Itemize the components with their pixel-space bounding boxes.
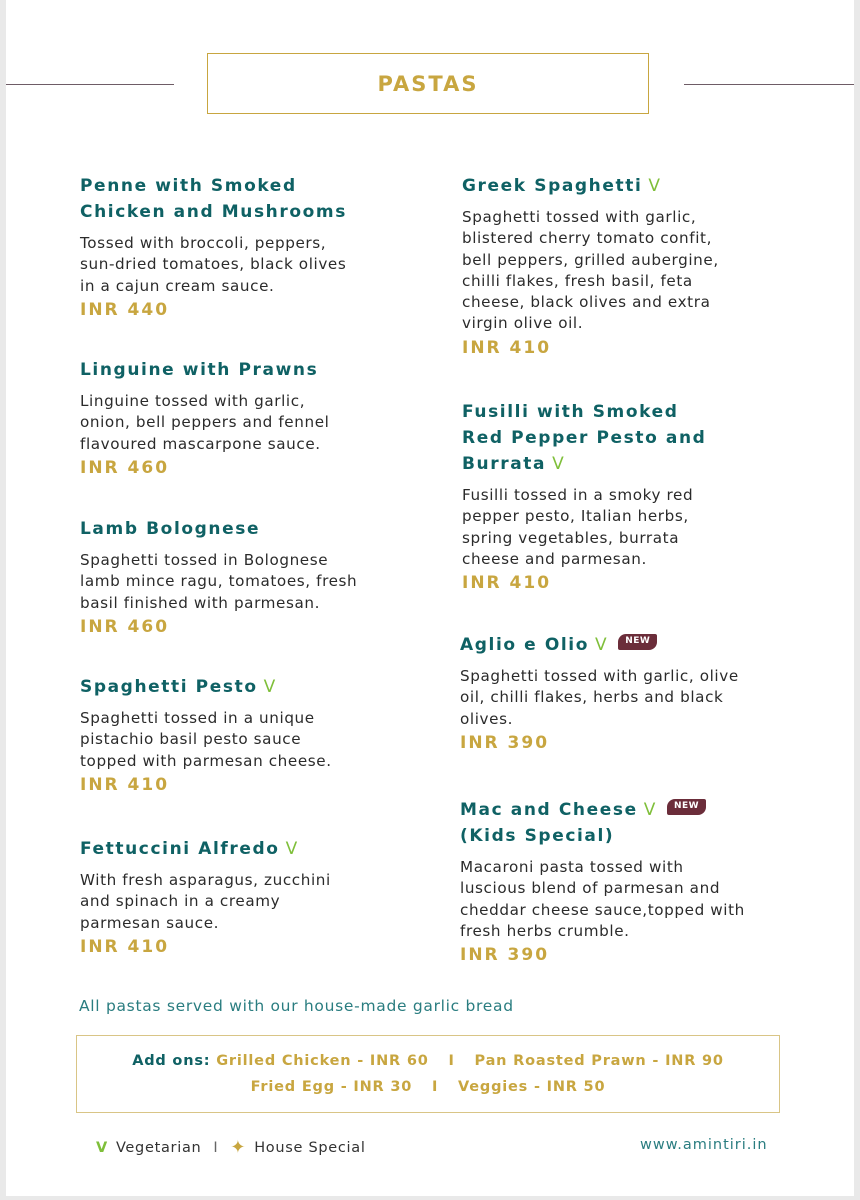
item-name-row (460, 632, 800, 658)
item-name: Spaghetti Pesto (80, 677, 258, 697)
item-name-row (462, 399, 792, 477)
item-name: Greek Spaghetti (462, 176, 643, 196)
new-badge: NEW (618, 634, 657, 650)
menu-item (80, 836, 410, 959)
item-description: Macaroni pasta tossed with luscious blend of parmesan and cheddar cheese sauce,topped with fresh herbs crumble. (460, 858, 745, 940)
vegetarian-mark: V (648, 176, 662, 196)
garlic-bread-note: All pastas served with our house-made garlic bread (79, 997, 514, 1015)
vegetarian-legend-label: Vegetarian (115, 1140, 202, 1156)
item-description: Spaghetti tossed in a unique pistachio basil pesto sauce topped with parmesan cheese. (80, 709, 332, 770)
item-price: INR 390 (460, 732, 550, 753)
item-name-row (462, 173, 792, 199)
addon-item: Pan Roasted Prawn - INR 90 (474, 1053, 724, 1069)
addons-line-2 (77, 1079, 779, 1095)
vegetarian-mark: V (595, 635, 609, 655)
item-description: Spaghetti tossed with garlic, blistered cherry tomato confit, bell peppers, grilled aubergine, chilli flakes, fresh basil, feta cheese, black olives and extra virgin olive oil. (462, 208, 719, 333)
item-description: Tossed with broccoli, peppers, sun-dried tomatoes, black olives in a cajun cream sauce. (80, 234, 347, 295)
vegetarian-mark: V (263, 677, 277, 697)
item-price: INR 410 (462, 337, 552, 358)
new-badge: NEW (667, 799, 706, 815)
item-name: Penne with Smoked Chicken and Mushrooms (80, 176, 347, 222)
item-name: Fettuccini Alfredo (80, 839, 280, 859)
menu-item (460, 632, 800, 755)
item-name: Mac and Cheese (460, 800, 638, 820)
addons-line-1 (77, 1053, 779, 1069)
item-name: Aglio e Olio (460, 635, 590, 655)
legend-divider: I (213, 1140, 219, 1156)
menu-item (80, 674, 410, 797)
item-name: Lamb Bolognese (80, 519, 261, 539)
item-price: INR 440 (80, 299, 170, 320)
vegetarian-mark: V (285, 839, 299, 859)
item-price: INR 410 (462, 573, 552, 594)
section-title-box (207, 53, 649, 114)
item-description: Fusilli tossed in a smoky red pepper pesto, Italian herbs, spring vegetables, burrata cheese and parmesan. (462, 486, 694, 568)
house-special-legend-label: House Special (254, 1140, 366, 1156)
vegetarian-mark: V (552, 454, 566, 474)
item-description: With fresh asparagus, zucchini and spinach in a creamy parmesan sauce. (80, 871, 331, 932)
addon-item: Veggies - INR 50 (458, 1079, 606, 1095)
section-title: PASTAS (377, 71, 479, 96)
item-price: INR 460 (80, 457, 170, 478)
item-price: INR 410 (80, 936, 170, 957)
vegetarian-icon: V (96, 1140, 108, 1156)
menu-item (80, 516, 410, 639)
item-description: Spaghetti tossed in Bolognese lamb mince ragu, tomatoes, fresh basil finished with parmesan. (80, 551, 358, 612)
title-rule-left (6, 84, 174, 85)
item-name-row (80, 836, 410, 862)
addon-separator: I (448, 1053, 455, 1069)
addon-item: Grilled Chicken - INR 60 (216, 1053, 429, 1069)
addons-box (76, 1035, 780, 1113)
addons-label: Add ons: (132, 1053, 211, 1069)
item-name-row (80, 674, 410, 700)
addon-item: Fried Egg - INR 30 (250, 1079, 413, 1095)
legend (96, 1137, 366, 1158)
item-name-line2: (Kids Special) (460, 826, 615, 846)
item-name: Linguine with Prawns (80, 360, 319, 380)
menu-item (462, 399, 792, 595)
vegetarian-mark: V (643, 800, 657, 820)
item-description: Spaghetti tossed with garlic, olive oil, chilli flakes, herbs and black olives. (460, 667, 739, 728)
item-description: Linguine tossed with garlic, onion, bell peppers and fennel flavoured mascarpone sauce. (80, 392, 330, 453)
menu-item (462, 173, 792, 360)
website-link[interactable]: www.amintiri.in (640, 1137, 768, 1153)
item-price: INR 460 (80, 616, 170, 637)
menu-item (80, 173, 410, 322)
title-rule-right (684, 84, 854, 85)
addon-separator: I (431, 1079, 439, 1095)
item-price: INR 390 (460, 945, 550, 966)
menu-item (460, 797, 800, 967)
item-name: Fusilli with Smoked Red Pepper Pesto and Burrata (462, 402, 707, 474)
menu-item (80, 357, 410, 480)
item-name-row (460, 797, 800, 823)
star-icon: ✦ (230, 1137, 247, 1158)
item-price: INR 410 (80, 774, 170, 795)
